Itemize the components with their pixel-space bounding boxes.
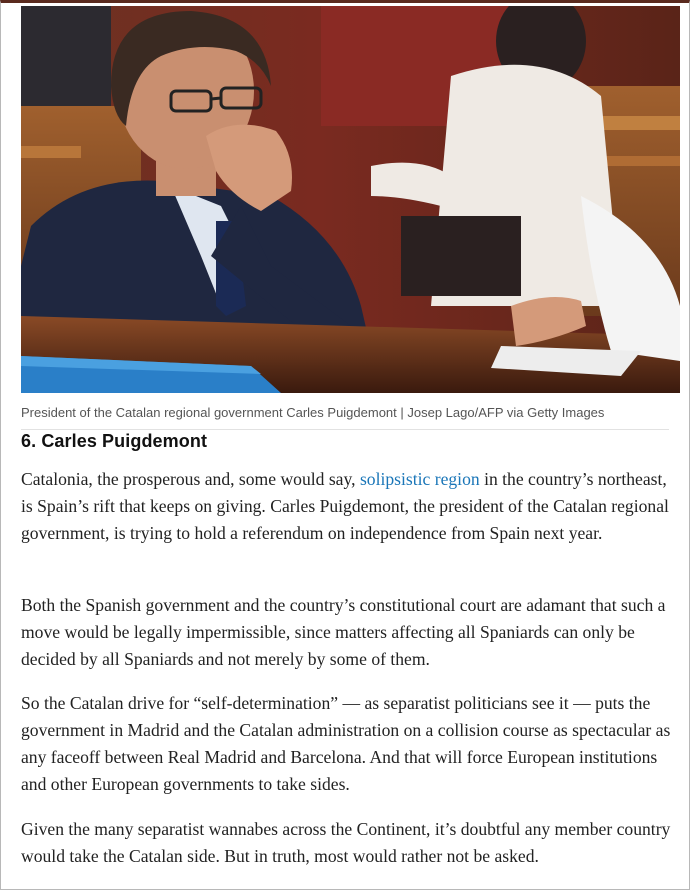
section-heading: 6. Carles Puigdemont — [21, 431, 208, 451]
paragraph-1-text-start: Catalonia, the prosperous and, some would say, — [21, 469, 360, 489]
solipsistic-region-link[interactable]: solipsistic region — [359, 469, 480, 489]
paragraph-2: Both the Spanish government and the country’s constitutional court are adamant that such a move would be legally impermissible, since matters affecting all Spaniards can only be decided by all Spaniards and not merely by some of them. — [21, 595, 666, 669]
caption-divider — [21, 429, 669, 430]
photo-illustration — [21, 6, 680, 393]
paragraph-3: So the Catalan drive for “self-determination” — as separatist politicians see it — puts the government in Madrid and the Catalan administration on a collision course as spectacular as any faceoff between Real Madrid and Barcelona. And that will force European institutions and other European governments to take sides. — [21, 693, 671, 794]
paragraph-4: Given the many separatist wannabes across the Continent, it’s doubtful any member country would take the Catalan side. But in truth, most would rather not be asked. — [21, 819, 671, 866]
paragraph-1 — [21, 466, 681, 547]
photo-caption: President of the Catalan regional government Carles Puigdemont | Josep Lago/AFP via Getty Images — [21, 405, 605, 420]
article-photo — [21, 6, 680, 393]
paragraph-1-text-end: in the country’s northeast, is Spain’s rift that keeps on giving. Carles Puigdemont, the president of the Catalan regional government, is trying to hold a referendum on independence from Spain next year. — [21, 469, 669, 543]
